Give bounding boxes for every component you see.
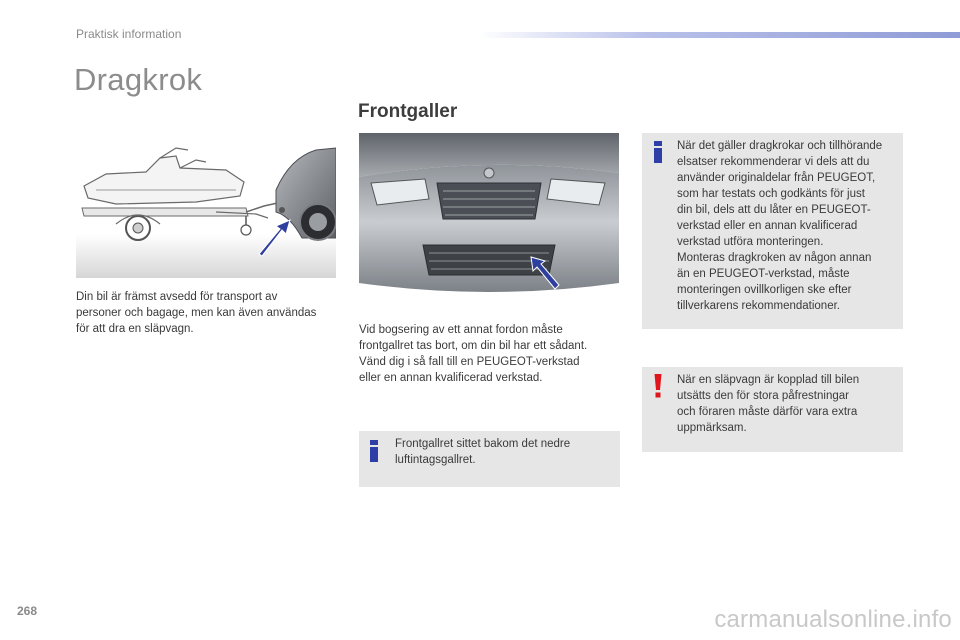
intro-line: för att dra en släpvagn. (76, 323, 194, 335)
info-icon (654, 141, 662, 163)
warning-exclamation-icon (654, 374, 662, 398)
towing-line: frontgallret tas bort, om din bil har ett sådant. (359, 340, 588, 352)
header-accent-bar (478, 32, 960, 38)
warning-line: och föraren måste därför vara extra (677, 406, 858, 418)
section-header: Praktisk information (76, 27, 182, 41)
info-line: som har testats och godkänts för just (677, 188, 865, 200)
info-line: luftintagsgallret. (395, 454, 476, 466)
warning-box-trailer (642, 367, 903, 452)
towing-line: Vid bogsering av ett annat fordon måste (359, 324, 563, 336)
intro-paragraph (76, 289, 338, 337)
front-grille-illustration (359, 133, 619, 295)
towing-line: eller en annan kvalificerad verkstad. (359, 372, 543, 384)
info-box-grille-location (359, 431, 620, 487)
warning-line: utsätts den för stora påfrestningar (677, 390, 849, 402)
info-line: tillverkarens rekommendationer. (677, 300, 840, 312)
info-line: elsatser rekommenderar vi dels att du (677, 156, 870, 168)
info-line: Frontgallret sittet bakom det nedre (395, 438, 571, 450)
info-line: När det gäller dragkrokar och tillhörande (677, 140, 883, 152)
watermark: carmanualsonline.info (714, 606, 952, 633)
page-number: 268 (17, 604, 38, 618)
towing-paragraph (359, 322, 619, 386)
intro-line: Din bil är främst avsedd för transport av (76, 291, 278, 303)
info-icon (370, 440, 378, 462)
warning-line: När en släpvagn är kopplad till bilen (677, 374, 860, 386)
info-line: verkstad utföra monteringen. (677, 236, 824, 248)
warning-line: uppmärksam. (677, 422, 747, 434)
towing-line: Vänd dig i så fall till en PEUGEOT-verkstad (359, 356, 580, 368)
intro-line: personer och bagage, men kan även användas (76, 307, 317, 319)
info-line: monteringen ovillkorligen ske efter (677, 284, 852, 296)
page-title: Dragkrok (74, 62, 203, 97)
info-box-recommendation (642, 133, 903, 329)
info-line: Monteras dragkroken av någon annan (677, 252, 872, 264)
info-line: din bil, dels att du låter en PEUGEOT- (677, 204, 871, 216)
info-line: än en PEUGEOT-verkstad, måste (677, 268, 850, 280)
info-line: verkstad eller en annan kvalificerad (677, 220, 858, 232)
info-line: använder originaldelar från PEUGEOT, (677, 172, 876, 184)
section-title-frontgaller: Frontgaller (358, 101, 458, 122)
trailer-illustration (76, 146, 336, 278)
